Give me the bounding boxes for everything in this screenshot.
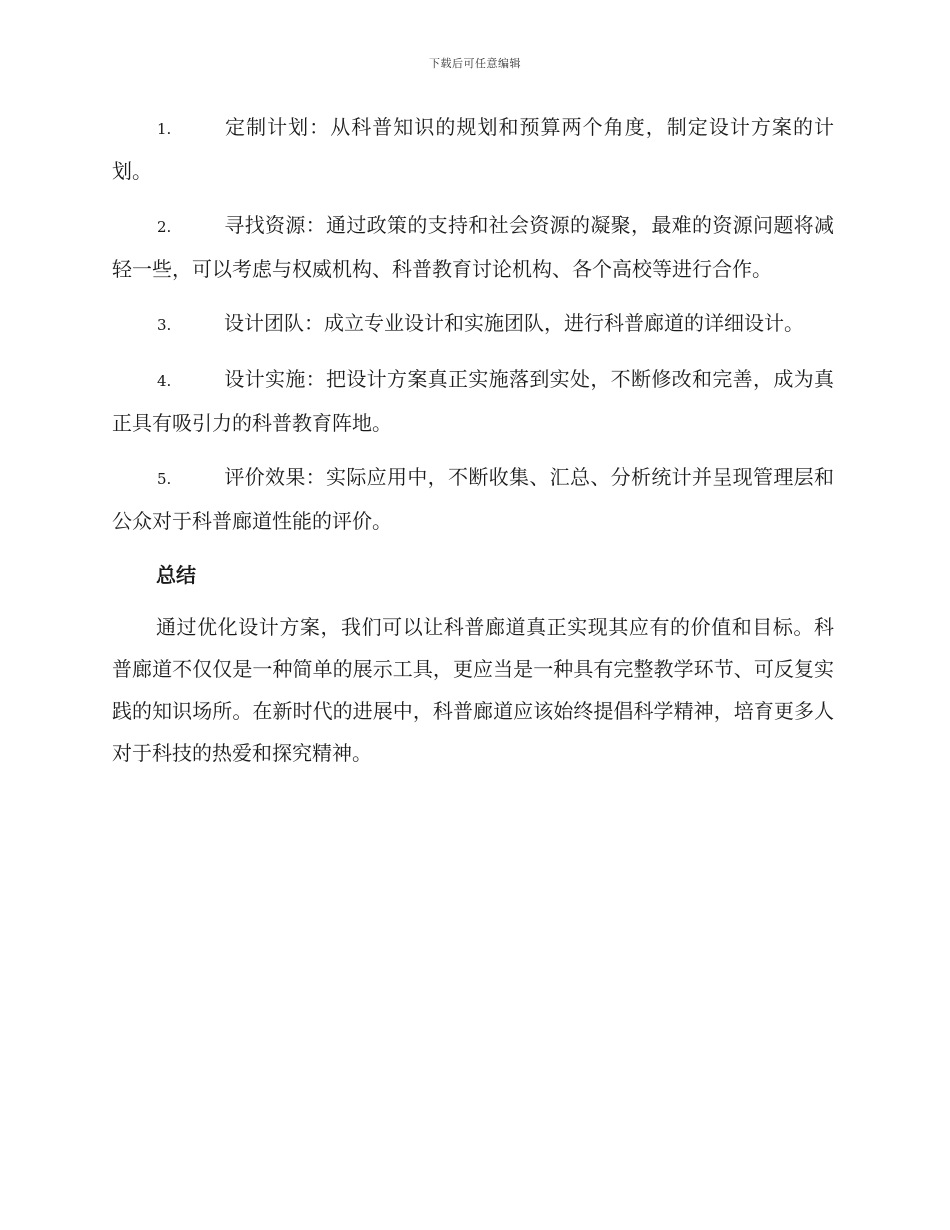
page-header: 下载后可任意编辑 <box>429 57 521 70</box>
list-item-text: 设计团队：成立专业设计和实施团队，进行科普廊道的详细设计。 <box>224 311 804 335</box>
list-item-text: 设计实施：把设计方案真正实施落到实处，不断修改和完善，成为真正具有吸引力的科普教育阵地。 <box>112 367 834 435</box>
list-item <box>112 358 834 444</box>
list-item-number: 4. <box>157 372 172 390</box>
list-item <box>112 456 834 542</box>
list-item <box>112 204 834 290</box>
summary-paragraph: 通过优化设计方案，我们可以让科普廊道真正实现其应有的价值和目标。科普廊道不仅仅是一种简单的展示工具，更应当是一种具有完整教学环节、可反复实践的知识场所。在新时代的进展中，科普廊道应该始终提倡科学精神，培育更多人对于科技的热爱和探究精神。 <box>112 615 834 765</box>
list-item-number: 2. <box>157 218 172 236</box>
document-body <box>112 106 834 774</box>
section-heading: 总结 <box>156 563 196 587</box>
list-item-number: 1. <box>157 120 172 138</box>
list-item-text: 寻找资源：通过政策的支持和社会资源的凝聚，最难的资源问题将减轻一些，可以考虑与权威机构、科普教育讨论机构、各个高校等进行合作。 <box>112 213 834 281</box>
list-item-text: 评价效果：实际应用中，不断收集、汇总、分析统计并呈现管理层和公众对于科普廊道性能的评价。 <box>112 465 834 533</box>
list-item-number: 3. <box>157 316 172 334</box>
list-item <box>112 302 834 346</box>
list-item-number: 5. <box>157 470 172 488</box>
list-item <box>112 106 834 192</box>
list-item-text: 定制计划：从科普知识的规划和预算两个角度，制定设计方案的计划。 <box>112 115 834 183</box>
